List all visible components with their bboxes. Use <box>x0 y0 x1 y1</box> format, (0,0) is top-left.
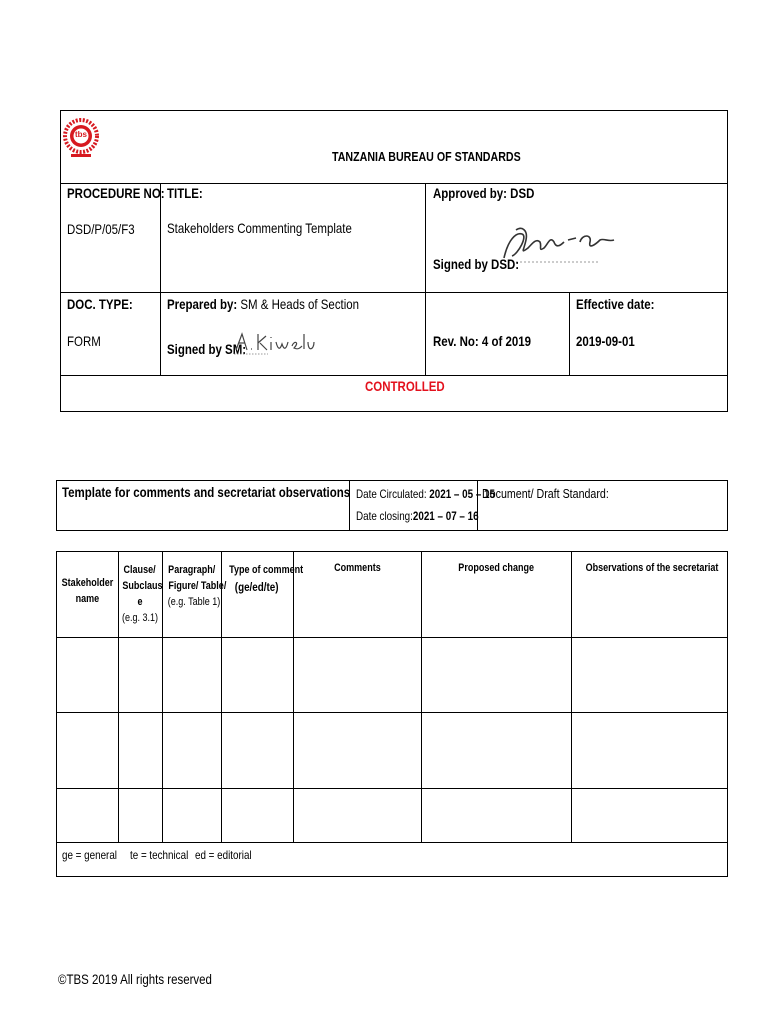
date-closing-label: Date closing: <box>356 509 413 523</box>
prepared-by-label: Prepared by: <box>167 296 238 312</box>
date-circulated-value: 2021 – 05 – 15 <box>429 487 495 501</box>
table-row <box>56 637 728 712</box>
signed-by-sm-label: Signed by SM: <box>167 341 247 357</box>
date-circulated-label: Date Circulated: <box>356 487 427 501</box>
effective-date-label: Effective date: <box>576 296 655 312</box>
tbs-logo <box>60 116 100 160</box>
sm-signature <box>234 330 316 356</box>
col-header-paragraph: Paragraph/ Figure/ Table/ (e.g. Table 1) <box>167 564 227 608</box>
col-header-proposed-change: Proposed change <box>458 562 534 574</box>
logo-text: tbs <box>75 130 87 139</box>
col-header-comments: Comments <box>333 562 381 574</box>
document-label: Document/ Draft Standard: <box>482 486 609 501</box>
title-label: TITLE: <box>167 185 203 201</box>
approved-by-label: Approved by: DSD <box>433 185 535 201</box>
copyright-footer: ©TBS 2019 All rights reserved <box>58 971 212 987</box>
table-row <box>56 788 728 842</box>
procedure-no-label: PROCEDURE NO: <box>67 185 165 201</box>
template-title: Template for comments and secretariat observations <box>62 484 351 500</box>
legend-ge: ge = general <box>62 848 117 862</box>
col-header-type: Type of comment (ge/ed/te) <box>229 564 304 594</box>
date-closing-value: 2021 – 07 – 16 <box>412 509 479 523</box>
title-value: Stakeholders Commenting Template <box>167 220 352 236</box>
legend-te: te = technical <box>130 848 189 862</box>
org-name: TANZANIA BUREAU OF STANDARDS <box>332 149 521 164</box>
doc-type-value: FORM <box>67 333 101 349</box>
legend-ed: ed = editorial <box>195 848 252 862</box>
col-header-stakeholder: Stakeholder name <box>61 577 114 605</box>
col-header-clause: Clause/ Subclaus e (e.g. 3.1) <box>121 564 163 624</box>
col-header-observations: Observations of the secretariat <box>585 562 719 574</box>
procedure-no-value: DSD/P/05/F3 <box>67 221 135 237</box>
signed-by-dsd-label: Signed by DSD: <box>433 256 520 272</box>
prepared-by-value: SM & Heads of Section <box>240 296 360 312</box>
doc-type-label: DOC. TYPE: <box>67 296 133 312</box>
table-row <box>56 712 728 788</box>
controlled-status: CONTROLLED <box>365 378 445 394</box>
effective-date-value: 2019-09-01 <box>576 333 635 349</box>
rev-no: Rev. No: 4 of 2019 <box>433 333 532 349</box>
